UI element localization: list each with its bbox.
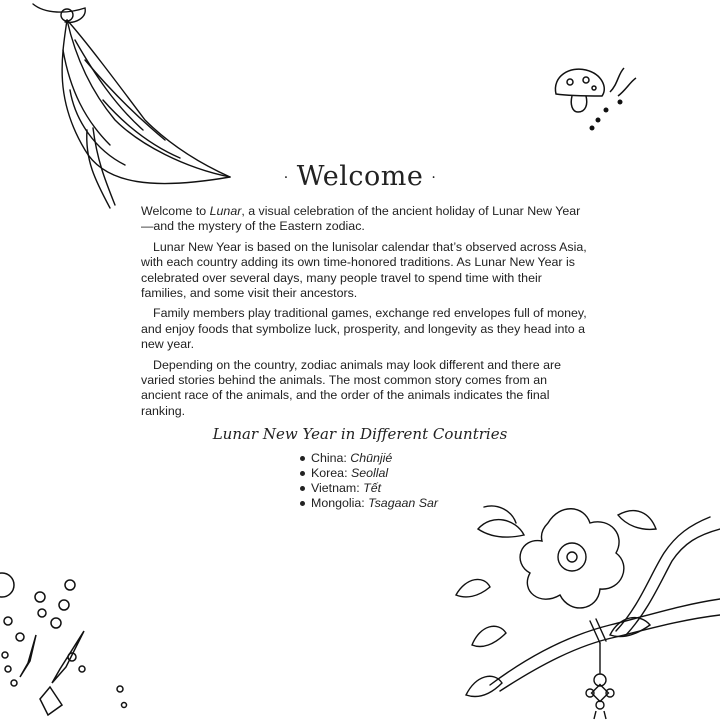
paragraph: Lunar New Year is based on the lunisolar calendar that’s observed across Asia, with each country adding its own time-honored traditions. As Lunar New Year is celebrated over several days, many people travel to spend time with their families, and some visit their ancestors. [141,239,587,301]
holiday-name: Seollal [350,466,389,480]
holiday-name: Chūnjié [350,451,393,465]
intro-before: Welcome to [141,204,210,218]
country-label: Mongolia: [311,496,369,510]
list-item [298,451,438,466]
paragraph: Depending on the country, zodiac animals may look different and there are varied stories behind the animals. The most common story comes from an ancient race of the animals, and the order of the animals indicates the final ranking. [141,357,561,418]
country-label: China: [311,451,351,465]
mushroom-icon [548,62,648,142]
country-label: Korea: [311,466,351,480]
title-dot-left: · [283,169,289,186]
title-dot-right: · [431,169,437,186]
title-text: Welcome [296,161,424,192]
holiday-name: Tsagaan Sar [368,496,438,510]
holiday-name: Tết [363,481,382,495]
country-list [298,451,438,511]
list-item [298,496,438,511]
list-item [298,466,438,481]
intro-paragraph [141,204,587,235]
blossom-branch-icon [450,495,720,720]
intro-emphasis: Lunar [209,204,242,218]
intro-after: , a visual celebration of the ancient holiday of Lunar New Year—and the mystery of the Eastern zodiac. [141,204,581,234]
section-subtitle [0,425,720,443]
subtitle-text: Lunar New Year in Different Countries [212,425,508,443]
page-title [0,161,720,192]
body-text [141,204,587,424]
chinese-knot-icon [586,674,614,719]
country-label: Vietnam: [311,481,364,495]
radiating-burst-icon [0,565,140,720]
paragraph: Family members play traditional games, exchange red envelopes full of money, and enjoy foods that symbolize luck, prosperity, and longevity as they head into a new year. [141,306,587,352]
list-item [298,481,438,496]
